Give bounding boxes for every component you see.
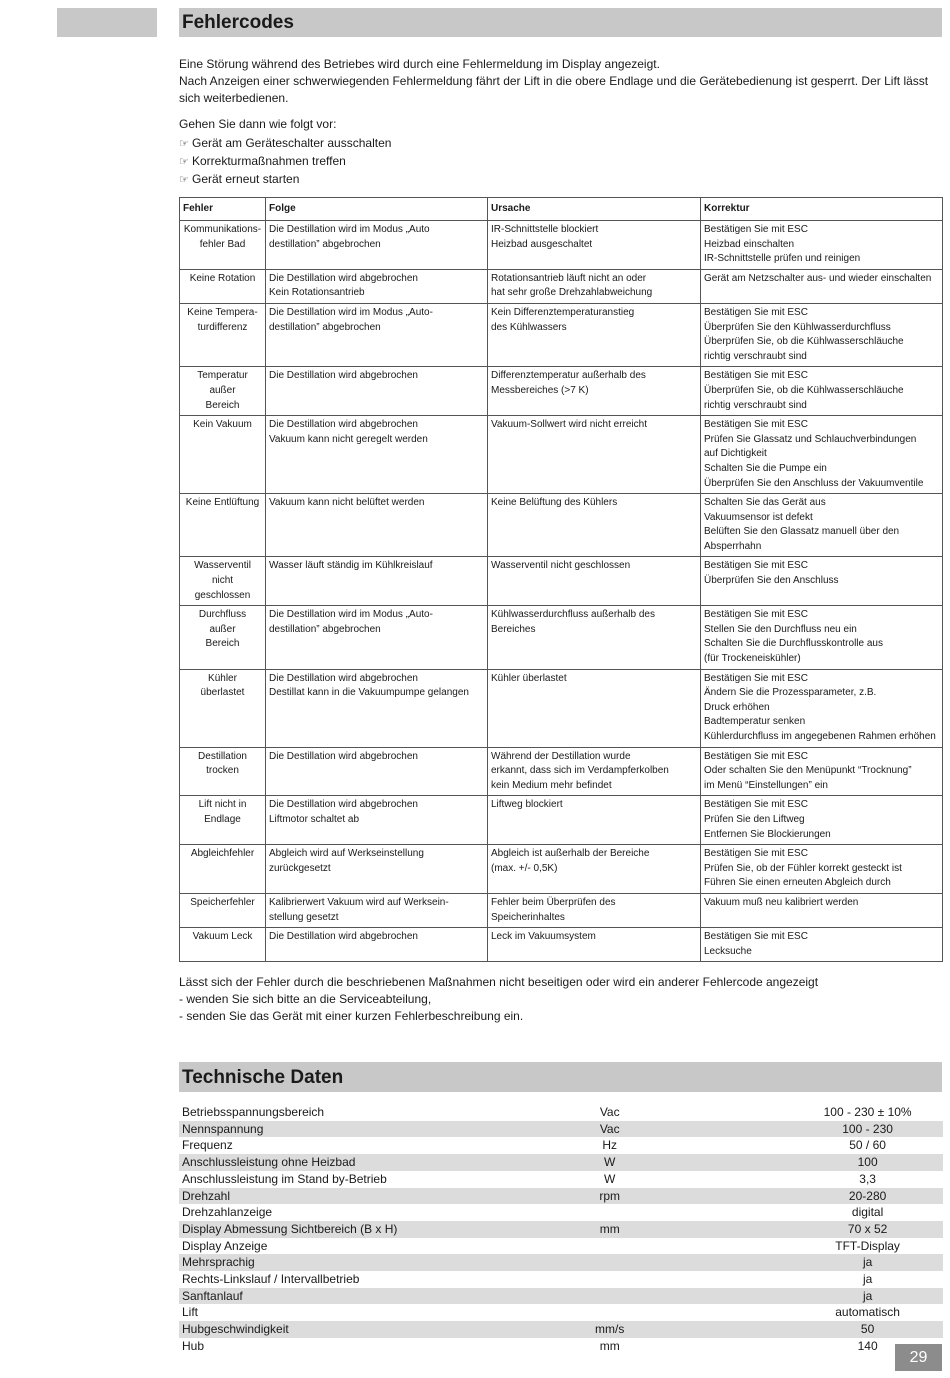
spec-unit: mm/s	[534, 1321, 792, 1338]
cell-folge: Vakuum kann nicht belüftet werden	[266, 494, 488, 557]
table-row	[180, 367, 943, 416]
spec-name: Frequenz	[182, 1138, 233, 1153]
cell-fehler: Vakuum Leck	[180, 928, 266, 962]
cell-fehler: Speicherfehler	[180, 893, 266, 927]
spec-name: Betriebsspannungsbereich	[182, 1105, 325, 1119]
spec-value: 70 x 52	[792, 1221, 943, 1238]
outro-text	[179, 974, 944, 1025]
spec-row	[179, 1171, 943, 1188]
intro-line: Nach Anzeigen einer schwerwiegenden Fehlermeldung fährt der Lift in die obere Endlage und die Gerätebedienung ist gesperrt. Der Lift lässt sich weiterbedienen.	[179, 74, 929, 105]
spec-row	[179, 1338, 943, 1355]
cell-folge: Die Destillation wird abgebrochen	[266, 747, 488, 796]
cell-fehler: Durchfluss außer Bereich	[180, 606, 266, 669]
steps-intro: Gehen Sie dann wie folgt vor:	[179, 117, 337, 131]
table-row	[180, 557, 943, 606]
spec-unit	[534, 1238, 792, 1255]
spec-name: Hub	[182, 1338, 205, 1353]
cell-korrektur: Gerät am Netzschalter aus- und wieder einschalten	[701, 269, 943, 303]
spec-row	[179, 1221, 943, 1238]
cell-korrektur: Bestätigen Sie mit ESC Ändern Sie die Prozessparameter, z.B. Druck erhöhen Badtemperatur senken Kühlerdurchfluss im angegebenen Rahmen erhöhen	[701, 669, 943, 747]
spec-name: Rechts-Linkslauf / Intervallbetrieb	[182, 1272, 360, 1287]
spec-name: Hubgeschwindigkeit	[179, 1321, 534, 1338]
step-item: ☞ Gerät erneut starten	[179, 171, 391, 189]
spec-row	[179, 1154, 943, 1171]
cell-fehler: Kühler überlastet	[180, 669, 266, 747]
spec-unit	[534, 1304, 792, 1321]
outro-line: Lässt sich der Fehler durch die beschriebenen Maßnahmen nicht beseitigen oder wird ein anderer Fehlercode angezeigt	[179, 975, 819, 989]
cell-fehler: Abgleichfehler	[180, 845, 266, 894]
table-row	[180, 928, 943, 962]
spec-row	[179, 1238, 943, 1255]
spec-unit	[534, 1271, 792, 1288]
spec-unit: mm	[534, 1221, 792, 1238]
spec-name: Sanftanlauf	[179, 1288, 534, 1305]
cell-ursache: IR-Schnittstelle blockiert Heizbad ausgeschaltet	[488, 221, 701, 270]
cell-korrektur: Bestätigen Sie mit ESC Überprüfen Sie den Anschluss	[701, 557, 943, 606]
cell-ursache: Während der Destillation wurde erkannt, dass sich im Verdampferkolben kein Medium mehr befindet	[488, 747, 701, 796]
spec-value: 100	[792, 1154, 943, 1171]
spec-value: automatisch	[835, 1305, 900, 1320]
cell-ursache: Fehler beim Überprüfen des Speicherinhaltes	[488, 893, 701, 927]
spec-table	[179, 1104, 943, 1355]
spec-value: 50 / 60	[849, 1138, 886, 1153]
col-header-fehler: Fehler	[180, 198, 266, 221]
cell-ursache: Rotationsantrieb läuft nicht an oder hat sehr große Drehzahlabweichung	[488, 269, 701, 303]
cell-ursache: Kühlwasserdurchfluss außerhalb des Bereiches	[488, 606, 701, 669]
spec-name: Lift	[182, 1305, 199, 1320]
spec-unit	[534, 1254, 792, 1271]
spec-value: ja	[792, 1288, 943, 1305]
table-row	[180, 606, 943, 669]
spec-unit: rpm	[534, 1188, 792, 1205]
cell-ursache: Abgleich ist außerhalb der Bereiche (max. +/- 0,5K)	[488, 845, 701, 894]
cell-korrektur: Schalten Sie das Gerät aus Vakuumsensor ist defekt Belüften Sie den Glassatz manuell über den Absperrhahn	[701, 494, 943, 557]
cell-folge: Die Destillation wird abgebrochen Kein Rotationsantrieb	[266, 269, 488, 303]
col-header-ursache: Ursache	[488, 198, 701, 221]
col-header-korrektur: Korrektur	[701, 198, 943, 221]
spec-unit: W	[534, 1154, 792, 1171]
cell-folge: Die Destillation wird abgebrochen	[266, 367, 488, 416]
table-row	[180, 796, 943, 845]
cell-folge: Die Destillation wird abgebrochen Destillat kann in die Vakuumpumpe gelangen	[266, 669, 488, 747]
cell-fehler: Lift nicht in Endlage	[180, 796, 266, 845]
cell-korrektur: Bestätigen Sie mit ESC Prüfen Sie, ob der Fühler korrekt gesteckt ist Führen Sie einen erneuten Abgleich durch	[701, 845, 943, 894]
spec-unit: Vac	[599, 1105, 620, 1119]
table-row	[180, 893, 943, 927]
steps-list	[179, 116, 391, 189]
spec-value: 3,3	[859, 1171, 876, 1186]
spec-value: 100 - 230 ± 10%	[823, 1105, 912, 1119]
cell-korrektur: Bestätigen Sie mit ESC Oder schalten Sie den Menüpunkt “Trocknung” im Menü “Einstellungen” ein	[701, 747, 943, 796]
spec-unit: mm	[599, 1338, 620, 1353]
cell-korrektur: Bestätigen Sie mit ESC Prüfen Sie den Liftweg Entfernen Sie Blockierungen	[701, 796, 943, 845]
spec-unit	[534, 1288, 792, 1305]
cell-fehler: Keine Rotation	[180, 269, 266, 303]
cell-korrektur: Bestätigen Sie mit ESC Stellen Sie den Durchfluss neu ein Schalten Sie die Durchflusskontrolle aus (für Trockeneiskühler)	[701, 606, 943, 669]
spec-name: Drehzahl	[179, 1188, 534, 1205]
spec-value: 140	[857, 1338, 878, 1353]
outro-line: - wenden Sie sich bitte an die Serviceabteilung,	[179, 992, 432, 1006]
spec-name: Mehrsprachig	[179, 1254, 534, 1271]
spec-unit: Vac	[534, 1121, 792, 1138]
heading-error-codes: Fehlercodes	[179, 8, 942, 37]
spec-name: Nennspannung	[179, 1121, 534, 1138]
spec-row	[179, 1204, 943, 1221]
table-row	[180, 747, 943, 796]
intro-line: Eine Störung während des Betriebes wird durch eine Fehlermeldung im Display angezeigt.	[179, 57, 660, 71]
table-row	[180, 845, 943, 894]
cell-folge: Wasser läuft ständig im Kühlkreislauf	[266, 557, 488, 606]
spec-row	[179, 1188, 943, 1205]
step-item: ☞ Korrekturmaßnahmen treffen	[179, 153, 391, 171]
spec-row	[179, 1271, 943, 1288]
cell-folge: Die Destillation wird im Modus „Auto destillation” abgebrochen	[266, 221, 488, 270]
cell-ursache: Keine Belüftung des Kühlers	[488, 494, 701, 557]
cell-fehler: Kommunikations- fehler Bad	[180, 221, 266, 270]
cell-folge: Die Destillation wird abgebrochen	[266, 928, 488, 962]
spec-name: Drehzahlanzeige	[182, 1205, 273, 1220]
pointing-hand-icon: ☞	[179, 138, 189, 150]
outro-line: - senden Sie das Gerät mit einer kurzen Fehlerbeschreibung ein.	[179, 1009, 524, 1023]
cell-folge: Die Destillation wird im Modus „Auto- destillation” abgebrochen	[266, 303, 488, 366]
cell-ursache: Liftweg blockiert	[488, 796, 701, 845]
cell-fehler: Keine Entlüftung	[180, 494, 266, 557]
cell-korrektur: Bestätigen Sie mit ESC Überprüfen Sie den Kühlwasserdurchfluss Überprüfen Sie, ob die Kühlwasserschläuche richtig verschraubt sind	[701, 303, 943, 366]
cell-folge: Die Destillation wird im Modus „Auto- destillation” abgebrochen	[266, 606, 488, 669]
pointing-hand-icon: ☞	[179, 156, 189, 168]
heading-technical-data: Technische Daten	[179, 1062, 942, 1092]
intro-text	[179, 56, 944, 107]
cell-folge: Die Destillation wird abgebrochen Vakuum kann nicht geregelt werden	[266, 416, 488, 494]
side-tab-block	[57, 8, 157, 37]
spec-unit: W	[604, 1171, 616, 1186]
cell-fehler: Keine Tempera- turdifferenz	[180, 303, 266, 366]
spec-row	[179, 1304, 943, 1321]
table-row	[180, 416, 943, 494]
table-row	[180, 221, 943, 270]
spec-row	[179, 1121, 943, 1138]
cell-fehler: Temperatur außer Bereich	[180, 367, 266, 416]
table-row	[180, 669, 943, 747]
cell-korrektur: Vakuum muß neu kalibriert werden	[701, 893, 943, 927]
page-number: 29	[895, 1344, 942, 1371]
table-row	[180, 303, 943, 366]
cell-ursache: Wasserventil nicht geschlossen	[488, 557, 701, 606]
cell-korrektur: Bestätigen Sie mit ESC Überprüfen Sie, ob die Kühlwasserschläuche richtig verschraubt sind	[701, 367, 943, 416]
cell-ursache: Kein Differenztemperaturanstieg des Kühlwassers	[488, 303, 701, 366]
cell-folge: Abgleich wird auf Werkseinstellung zurückgesetzt	[266, 845, 488, 894]
step-item: ☞ Gerät am Geräteschalter ausschalten	[179, 135, 391, 153]
cell-folge: Kalibrierwert Vakuum wird auf Werksein- stellung gesetzt	[266, 893, 488, 927]
spec-row	[179, 1288, 943, 1305]
cell-korrektur: Bestätigen Sie mit ESC Prüfen Sie Glassatz und Schlauchverbindungen auf Dichtigkeit Schalten Sie die Pumpe ein Überprüfen Sie den Anschluss der Vakuumventile	[701, 416, 943, 494]
spec-name: Anschlussleistung ohne Heizbad	[179, 1154, 534, 1171]
cell-ursache: Leck im Vakuumsystem	[488, 928, 701, 962]
cell-ursache: Kühler überlastet	[488, 669, 701, 747]
table-row	[180, 494, 943, 557]
spec-value: ja	[792, 1254, 943, 1271]
spec-unit: Hz	[602, 1138, 618, 1153]
spec-name: Anschlussleistung im Stand by-Betrieb	[182, 1171, 387, 1186]
spec-row	[179, 1321, 943, 1338]
cell-ursache: Vakuum-Sollwert wird nicht erreicht	[488, 416, 701, 494]
spec-value: 100 - 230	[792, 1121, 943, 1138]
spec-unit	[534, 1204, 792, 1221]
spec-row	[179, 1254, 943, 1271]
cell-ursache: Differenztemperatur außerhalb des Messbereiches (>7 K)	[488, 367, 701, 416]
spec-value: ja	[862, 1272, 873, 1287]
spec-value: 20-280	[792, 1188, 943, 1205]
cell-folge: Die Destillation wird abgebrochen Liftmotor schaltet ab	[266, 796, 488, 845]
cell-fehler: Wasserventil nicht geschlossen	[180, 557, 266, 606]
spec-value: 50	[792, 1321, 943, 1338]
spec-value: TFT-Display	[835, 1238, 900, 1253]
spec-name: Display Abmessung Sichtbereich (B x H)	[179, 1221, 534, 1238]
cell-fehler: Kein Vakuum	[180, 416, 266, 494]
table-row	[180, 269, 943, 303]
cell-korrektur: Bestätigen Sie mit ESC Heizbad einschalten IR-Schnittstelle prüfen und reinigen	[701, 221, 943, 270]
error-table	[179, 197, 943, 962]
cell-korrektur: Bestätigen Sie mit ESC Lecksuche	[701, 928, 943, 962]
pointing-hand-icon: ☞	[179, 174, 189, 186]
cell-fehler: Destillation trocken	[180, 747, 266, 796]
spec-row	[179, 1104, 943, 1121]
spec-value: digital	[851, 1205, 884, 1220]
col-header-folge: Folge	[266, 198, 488, 221]
spec-name: Display Anzeige	[182, 1238, 268, 1253]
spec-row	[179, 1137, 943, 1154]
